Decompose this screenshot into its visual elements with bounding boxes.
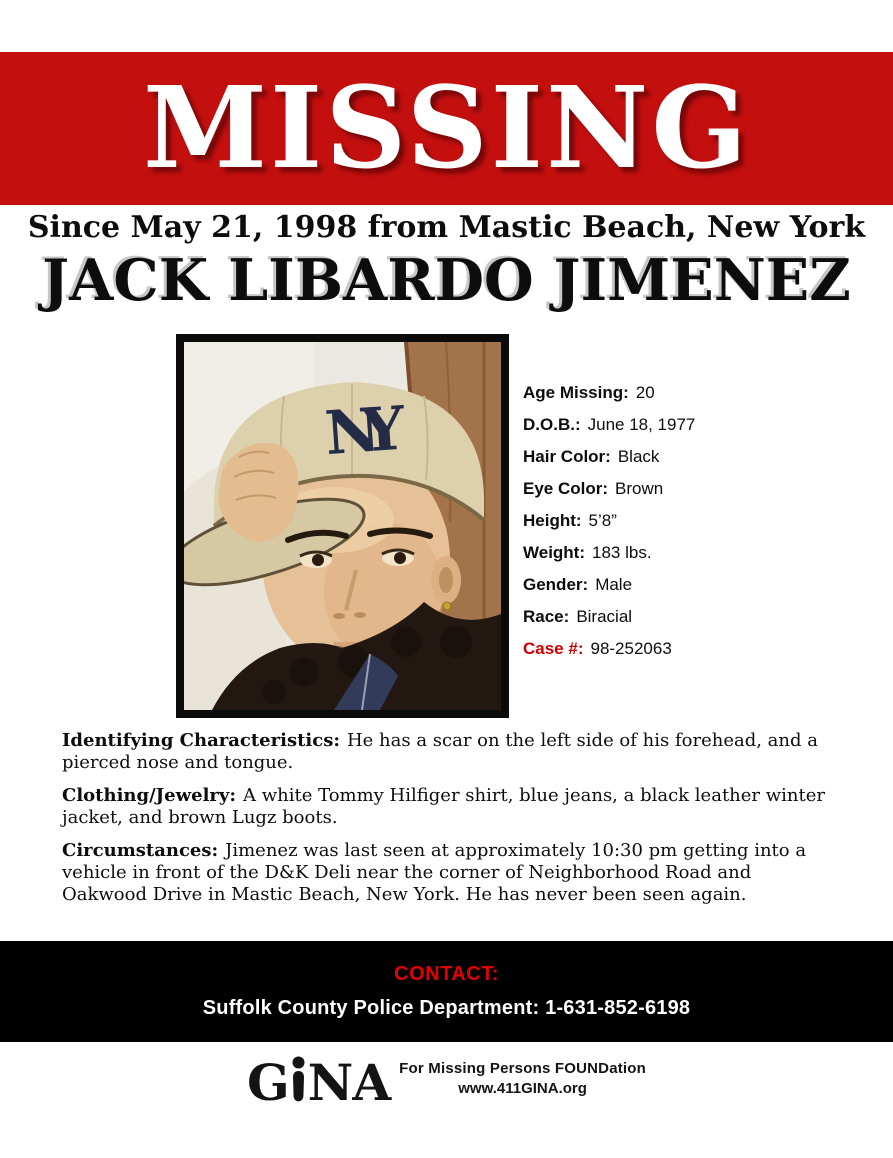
- detail-label: Race:: [523, 607, 570, 626]
- paragraph-clothing-jewelry: [62, 785, 834, 829]
- detail-label: Hair Color:: [523, 447, 611, 466]
- detail-value: Biracial: [576, 607, 633, 626]
- tagline-suffix: ation: [609, 1060, 647, 1077]
- detail-row-gender: [523, 569, 863, 601]
- gina-url: www.411GINA.org: [458, 1080, 587, 1097]
- detail-label: D.O.B.:: [523, 415, 581, 434]
- detail-value: June 18, 1977: [587, 415, 696, 434]
- paragraph-text: A white Tommy Hilfiger shirt, blue jeans, a black leather winter jacket, and brown Lugz boots.: [62, 785, 825, 828]
- detail-value: 98-252063: [590, 639, 672, 658]
- missing-headline: MISSING: [142, 62, 751, 194]
- gina-tagline-text: [399, 1060, 646, 1077]
- detail-row-height: [523, 505, 863, 537]
- detail-row-dob: [523, 409, 863, 441]
- contact-bar: [0, 941, 893, 1042]
- missing-since-line: Since May 21, 1998 from Mastic Beach, New York: [27, 210, 866, 245]
- person-i-icon: [291, 1056, 306, 1102]
- detail-row-eye-color: [523, 473, 863, 505]
- tagline-prefix: For Missing Persons: [399, 1060, 555, 1077]
- detail-row-race: [523, 601, 863, 633]
- detail-label: Eye Color:: [523, 479, 609, 498]
- detail-label: Case #:: [523, 639, 584, 658]
- contact-heading: CONTACT:: [394, 963, 499, 985]
- detail-value: 20: [635, 383, 655, 402]
- detail-value: Brown: [615, 479, 664, 498]
- detail-value: Male: [595, 575, 633, 594]
- paragraph-text: He has a scar on the left side of his forehead, and a pierced nose and tongue.: [62, 730, 818, 773]
- paragraph-text: Jimenez was last seen at approximately 10:30 pm getting into a vehicle in front of the D&K Deli near the corner of Neighborhood Road and Oakwood Drive in Mastic Beach, New York. He has never been seen again.: [62, 840, 807, 905]
- gina-brand-na: NA: [307, 1053, 391, 1112]
- detail-row-weight: [523, 537, 863, 569]
- detail-value: 5’8”: [588, 511, 617, 530]
- paragraph-label: Clothing/Jewelry:: [62, 785, 236, 806]
- cap-logo: NY: [322, 394, 390, 470]
- paragraph-circumstances: [62, 840, 834, 906]
- detail-label: Age Missing:: [523, 383, 629, 402]
- gina-logo: [0, 1053, 893, 1112]
- gina-brand-g: G: [246, 1053, 289, 1112]
- contact-phone-line: Suffolk County Police Department: 1-631-852-6198: [202, 997, 691, 1019]
- paragraph-identifying-characteristics: [62, 730, 834, 774]
- gina-brand: [246, 1053, 391, 1112]
- paragraph-label: Circumstances:: [62, 840, 219, 861]
- description-section: [62, 730, 834, 917]
- gina-tagline: [399, 1060, 646, 1097]
- missing-person-photo: [176, 334, 509, 718]
- missing-banner: [0, 52, 893, 205]
- detail-value: Black: [617, 447, 660, 466]
- detail-row-age-missing: [523, 377, 863, 409]
- detail-row-hair-color: [523, 441, 863, 473]
- tagline-found: FOUND: [554, 1060, 610, 1077]
- paragraph-label: Identifying Characteristics:: [62, 730, 340, 751]
- detail-row-case-number: [523, 633, 863, 665]
- details-list: [523, 377, 863, 665]
- portrait-illustration: [184, 342, 501, 710]
- missing-person-name: JACK LIBARDO JIMENEZ: [42, 247, 851, 314]
- detail-value: 183 lbs.: [592, 543, 652, 562]
- detail-label: Weight:: [523, 543, 586, 562]
- detail-label: Height:: [523, 511, 582, 530]
- detail-label: Gender:: [523, 575, 589, 594]
